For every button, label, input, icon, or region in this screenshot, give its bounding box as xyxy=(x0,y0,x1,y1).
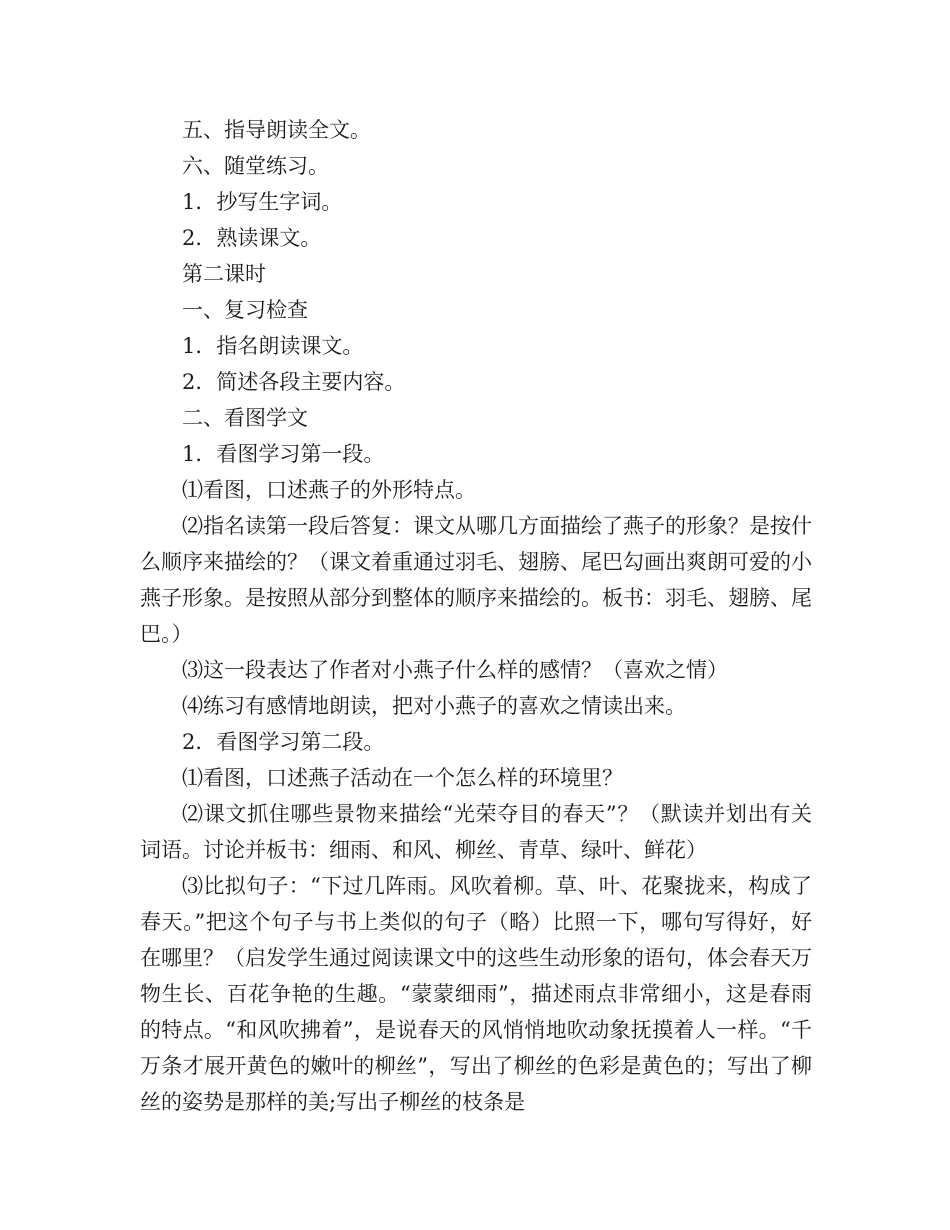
paragraph: ⑷练习有感情地朗读，把对小燕子的喜欢之情读出来。 xyxy=(182,694,686,718)
section-heading: 第二课时 xyxy=(182,262,266,286)
paragraph: 一、复习检查 xyxy=(182,298,308,322)
paragraph: ⑴看图，口述燕子的外形特点。 xyxy=(182,478,476,502)
paragraph: 二、看图学文 xyxy=(182,406,308,430)
paragraph: 1．抄写生字词。 xyxy=(182,190,343,214)
paragraph: 2．简述各段主要内容。 xyxy=(182,370,406,394)
paragraph: ⑵指名读第一段后答复：课文从哪几方面描绘了燕子的形象？是按什么顺序来描绘的？（课文着重通过羽毛、翅膀、尾巴勾画出爽朗可爱的小燕子形象。是按照从部分到整体的顺序来描绘的。板书：羽毛、翅膀、尾巴。） xyxy=(140,514,812,646)
paragraph: ⑶这一段表达了作者对小燕子什么样的感情？（喜欢之情） xyxy=(182,658,728,682)
paragraph: ⑶比拟句子：“下过几阵雨。风吹着柳。草、叶、花聚拢来，构成了春天。”把这个句子与书上类似的句子（略）比照一下，哪句写得好，好在哪里？（启发学生通过阅读课文中的这些生动形象的语句，体会春天万物生长、百花争艳的生趣。“蒙蒙细雨”，描述雨点非常细小，这是春雨的特点。“和风吹拂着”，是说春天的风悄悄地吹动象抚摸着人一样。“千万条才展开黄色的嫩叶的柳丝”，写出了柳丝的色彩是黄色的；写出了柳丝的姿势是那样的美;写出子柳丝的枝条是 xyxy=(140,874,812,1114)
paragraph: 五、指导朗读全文。 xyxy=(182,118,371,142)
paragraph: ⑴看图，口述燕子活动在一个怎么样的环境里？ xyxy=(182,766,623,790)
paragraph: 1．指名朗读课文。 xyxy=(182,334,364,358)
paragraph: ⑵课文抓住哪些景物来描绘“光荣夺目的春天”？（默读并划出有关词语。讨论并板书：细雨、和风、柳丝、青草、绿叶、鲜花） xyxy=(140,802,812,862)
paragraph: 2．熟读课文。 xyxy=(182,226,322,250)
paragraph: 六、随堂练习。 xyxy=(182,154,329,178)
document-body xyxy=(140,112,812,1120)
paragraph: 2．看图学习第二段。 xyxy=(182,730,385,754)
paragraph: 1．看图学习第一段。 xyxy=(182,442,385,466)
